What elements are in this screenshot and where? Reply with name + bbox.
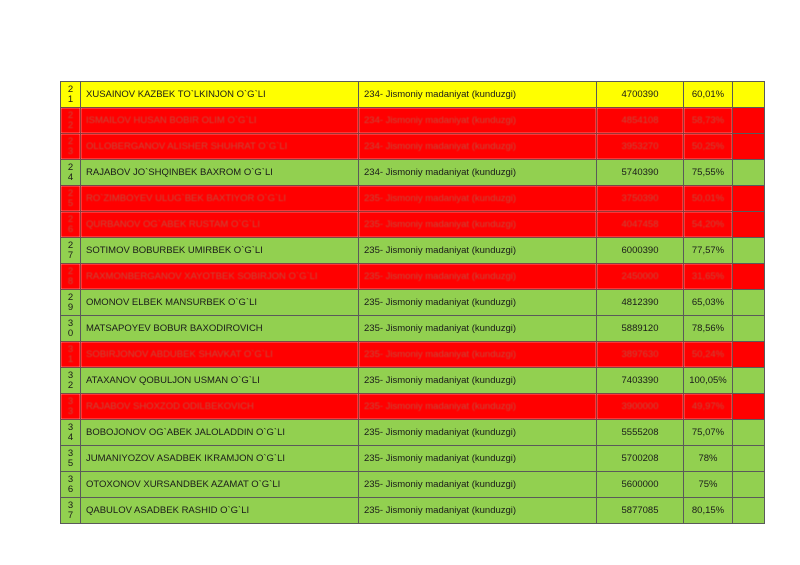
student-name-cell: SOBIRJONOV ABDUBEK SHAVKAT O`G`LI bbox=[81, 342, 359, 368]
percent-cell: 78% bbox=[684, 446, 733, 472]
amount-cell: 5700208 bbox=[597, 446, 684, 472]
row-number bbox=[61, 160, 81, 186]
student-name-cell: OTOXONOV XURSANDBEK AZAMAT O`G`LI bbox=[81, 472, 359, 498]
row-number-ones: 9 bbox=[67, 301, 74, 313]
amount-cell: 3750390 bbox=[597, 186, 684, 212]
row-number bbox=[61, 420, 81, 446]
percent-cell: 60,01% bbox=[684, 82, 733, 108]
amount-cell: 3900000 bbox=[597, 394, 684, 420]
row-number bbox=[61, 290, 81, 316]
table-row bbox=[61, 238, 765, 264]
amount-cell: 3953270 bbox=[597, 134, 684, 160]
percent-cell: 50,01% bbox=[684, 186, 733, 212]
student-payment-table bbox=[60, 81, 765, 524]
empty-cell bbox=[733, 394, 765, 420]
faculty-cell: 235- Jismoniy madaniyat (kunduzgi) bbox=[359, 368, 597, 394]
row-number-ones: 6 bbox=[67, 483, 74, 495]
faculty-cell: 235- Jismoniy madaniyat (kunduzgi) bbox=[359, 420, 597, 446]
faculty-cell: 235- Jismoniy madaniyat (kunduzgi) bbox=[359, 498, 597, 524]
empty-cell bbox=[733, 134, 765, 160]
table-row bbox=[61, 446, 765, 472]
percent-cell: 75,55% bbox=[684, 160, 733, 186]
empty-cell bbox=[733, 238, 765, 264]
row-number bbox=[61, 368, 81, 394]
row-number bbox=[61, 108, 81, 134]
row-number-ones: 5 bbox=[67, 457, 74, 469]
amount-cell: 4700390 bbox=[597, 82, 684, 108]
percent-cell: 50,24% bbox=[684, 342, 733, 368]
student-name-cell: XUSAINOV KAZBEK TO`LKINJON O`G`LI bbox=[81, 82, 359, 108]
student-name-cell: ATAXANOV QOBULJON USMAN O`G`LI bbox=[81, 368, 359, 394]
row-number bbox=[61, 238, 81, 264]
row-number-tens: 2 bbox=[67, 135, 74, 147]
student-name-cell: RAJABOV SHOXZOD ODILBEKOVICH bbox=[81, 394, 359, 420]
amount-cell: 5555208 bbox=[597, 420, 684, 446]
table-row bbox=[61, 394, 765, 420]
percent-cell: 65,03% bbox=[684, 290, 733, 316]
percent-cell: 100,05% bbox=[684, 368, 733, 394]
row-number-tens: 2 bbox=[67, 239, 74, 251]
empty-cell bbox=[733, 472, 765, 498]
percent-cell: 77,57% bbox=[684, 238, 733, 264]
row-number-tens: 3 bbox=[67, 395, 74, 407]
row-number-ones: 2 bbox=[67, 119, 74, 131]
row-number bbox=[61, 446, 81, 472]
empty-cell bbox=[733, 316, 765, 342]
faculty-cell: 235- Jismoniy madaniyat (kunduzgi) bbox=[359, 316, 597, 342]
row-number-tens: 3 bbox=[67, 317, 74, 329]
row-number-ones: 1 bbox=[67, 93, 74, 105]
table-row bbox=[61, 290, 765, 316]
percent-cell: 75% bbox=[684, 472, 733, 498]
percent-cell: 50,25% bbox=[684, 134, 733, 160]
faculty-cell: 235- Jismoniy madaniyat (kunduzgi) bbox=[359, 290, 597, 316]
row-number bbox=[61, 498, 81, 524]
row-number-ones: 4 bbox=[67, 171, 74, 183]
row-number-tens: 2 bbox=[67, 213, 74, 225]
student-name-cell: RAXMONBERGANOV XAYOTBEK SOBIRJON O`G`LI bbox=[81, 264, 359, 290]
table-row bbox=[61, 342, 765, 368]
amount-cell: 3897630 bbox=[597, 342, 684, 368]
faculty-cell: 235- Jismoniy madaniyat (kunduzgi) bbox=[359, 394, 597, 420]
table-row bbox=[61, 108, 765, 134]
percent-cell: 58,73% bbox=[684, 108, 733, 134]
percent-cell: 54,20% bbox=[684, 212, 733, 238]
student-name-cell: RAJABOV JO`SHQINBEK BAXROM O`G`LI bbox=[81, 160, 359, 186]
faculty-cell: 235- Jismoniy madaniyat (kunduzgi) bbox=[359, 264, 597, 290]
row-number-tens: 3 bbox=[67, 473, 74, 485]
student-name-cell: QABULOV ASADBEK RASHID O`G`LI bbox=[81, 498, 359, 524]
amount-cell: 4854108 bbox=[597, 108, 684, 134]
row-number-ones: 5 bbox=[67, 197, 74, 209]
row-number bbox=[61, 82, 81, 108]
empty-cell bbox=[733, 342, 765, 368]
table-row bbox=[61, 160, 765, 186]
row-number-ones: 3 bbox=[67, 405, 74, 417]
faculty-cell: 234- Jismoniy madaniyat (kunduzgi) bbox=[359, 108, 597, 134]
student-name-cell: MATSAPOYEV BOBUR BAXODIROVICH bbox=[81, 316, 359, 342]
faculty-cell: 235- Jismoniy madaniyat (kunduzgi) bbox=[359, 186, 597, 212]
row-number-tens: 2 bbox=[67, 161, 74, 173]
table-row bbox=[61, 420, 765, 446]
student-name-cell: ISMAILOV HUSAN BOBIR OLIM O`G`LI bbox=[81, 108, 359, 134]
amount-cell: 5600000 bbox=[597, 472, 684, 498]
faculty-cell: 235- Jismoniy madaniyat (kunduzgi) bbox=[359, 212, 597, 238]
row-number bbox=[61, 134, 81, 160]
amount-cell: 5889120 bbox=[597, 316, 684, 342]
row-number-tens: 3 bbox=[67, 447, 74, 459]
table-row bbox=[61, 82, 765, 108]
percent-cell: 78,56% bbox=[684, 316, 733, 342]
row-number-tens: 3 bbox=[67, 369, 74, 381]
student-name-cell: OLLOBERGANOV ALISHER SHUHRAT O`G`LI bbox=[81, 134, 359, 160]
row-number-ones: 1 bbox=[67, 353, 74, 365]
table-row bbox=[61, 316, 765, 342]
faculty-cell: 235- Jismoniy madaniyat (kunduzgi) bbox=[359, 342, 597, 368]
empty-cell bbox=[733, 82, 765, 108]
student-name-cell: QURBANOV OG`ABEK RUSTAM O`G`LI bbox=[81, 212, 359, 238]
row-number-ones: 0 bbox=[67, 327, 74, 339]
percent-cell: 75,07% bbox=[684, 420, 733, 446]
row-number-ones: 8 bbox=[67, 275, 74, 287]
row-number bbox=[61, 264, 81, 290]
row-number bbox=[61, 212, 81, 238]
student-name-cell: JUMANIYOZOV ASADBEK IKRAMJON O`G`LI bbox=[81, 446, 359, 472]
percent-cell: 80,15% bbox=[684, 498, 733, 524]
faculty-cell: 234- Jismoniy madaniyat (kunduzgi) bbox=[359, 160, 597, 186]
amount-cell: 7403390 bbox=[597, 368, 684, 394]
row-number-ones: 2 bbox=[67, 379, 74, 391]
empty-cell bbox=[733, 420, 765, 446]
row-number bbox=[61, 394, 81, 420]
student-name-cell: SOTIMOV BOBURBEK UMIRBEK O`G`LI bbox=[81, 238, 359, 264]
table-row bbox=[61, 186, 765, 212]
row-number-tens: 2 bbox=[67, 109, 74, 121]
empty-cell bbox=[733, 498, 765, 524]
faculty-cell: 235- Jismoniy madaniyat (kunduzgi) bbox=[359, 472, 597, 498]
table-row bbox=[61, 264, 765, 290]
row-number bbox=[61, 472, 81, 498]
row-number-ones: 4 bbox=[67, 431, 74, 443]
row-number bbox=[61, 316, 81, 342]
row-number-tens: 3 bbox=[67, 343, 74, 355]
row-number-ones: 7 bbox=[67, 249, 74, 261]
empty-cell bbox=[733, 368, 765, 394]
row-number-ones: 6 bbox=[67, 223, 74, 235]
faculty-cell: 234- Jismoniy madaniyat (kunduzgi) bbox=[359, 82, 597, 108]
student-name-cell: RO`ZIMBOYEV ULUG`BEK BAXTIYOR O`G`LI bbox=[81, 186, 359, 212]
table-row bbox=[61, 498, 765, 524]
amount-cell: 5740390 bbox=[597, 160, 684, 186]
student-name-cell: OMONOV ELBEK MANSURBEK O`G`LI bbox=[81, 290, 359, 316]
empty-cell bbox=[733, 446, 765, 472]
row-number-ones: 3 bbox=[67, 145, 74, 157]
amount-cell: 4047458 bbox=[597, 212, 684, 238]
empty-cell bbox=[733, 160, 765, 186]
amount-cell: 5877085 bbox=[597, 498, 684, 524]
student-name-cell: BOBOJONOV OG`ABEK JALOLADDIN O`G`LI bbox=[81, 420, 359, 446]
row-number-tens: 3 bbox=[67, 421, 74, 433]
row-number bbox=[61, 342, 81, 368]
amount-cell: 4812390 bbox=[597, 290, 684, 316]
empty-cell bbox=[733, 108, 765, 134]
empty-cell bbox=[733, 212, 765, 238]
faculty-cell: 235- Jismoniy madaniyat (kunduzgi) bbox=[359, 238, 597, 264]
table-row bbox=[61, 472, 765, 498]
amount-cell: 2450000 bbox=[597, 264, 684, 290]
row-number-tens: 2 bbox=[67, 187, 74, 199]
row-number-tens: 3 bbox=[67, 499, 74, 511]
table-row bbox=[61, 212, 765, 238]
percent-cell: 31,65% bbox=[684, 264, 733, 290]
empty-cell bbox=[733, 186, 765, 212]
amount-cell: 6000390 bbox=[597, 238, 684, 264]
empty-cell bbox=[733, 290, 765, 316]
row-number-tens: 2 bbox=[67, 83, 74, 95]
row-number bbox=[61, 186, 81, 212]
empty-cell bbox=[733, 264, 765, 290]
row-number-tens: 2 bbox=[67, 265, 74, 277]
percent-cell: 49,97% bbox=[684, 394, 733, 420]
row-number-tens: 2 bbox=[67, 291, 74, 303]
faculty-cell: 235- Jismoniy madaniyat (kunduzgi) bbox=[359, 446, 597, 472]
faculty-cell: 234- Jismoniy madaniyat (kunduzgi) bbox=[359, 134, 597, 160]
table-row bbox=[61, 368, 765, 394]
table-row bbox=[61, 134, 765, 160]
row-number-ones: 7 bbox=[67, 509, 74, 521]
